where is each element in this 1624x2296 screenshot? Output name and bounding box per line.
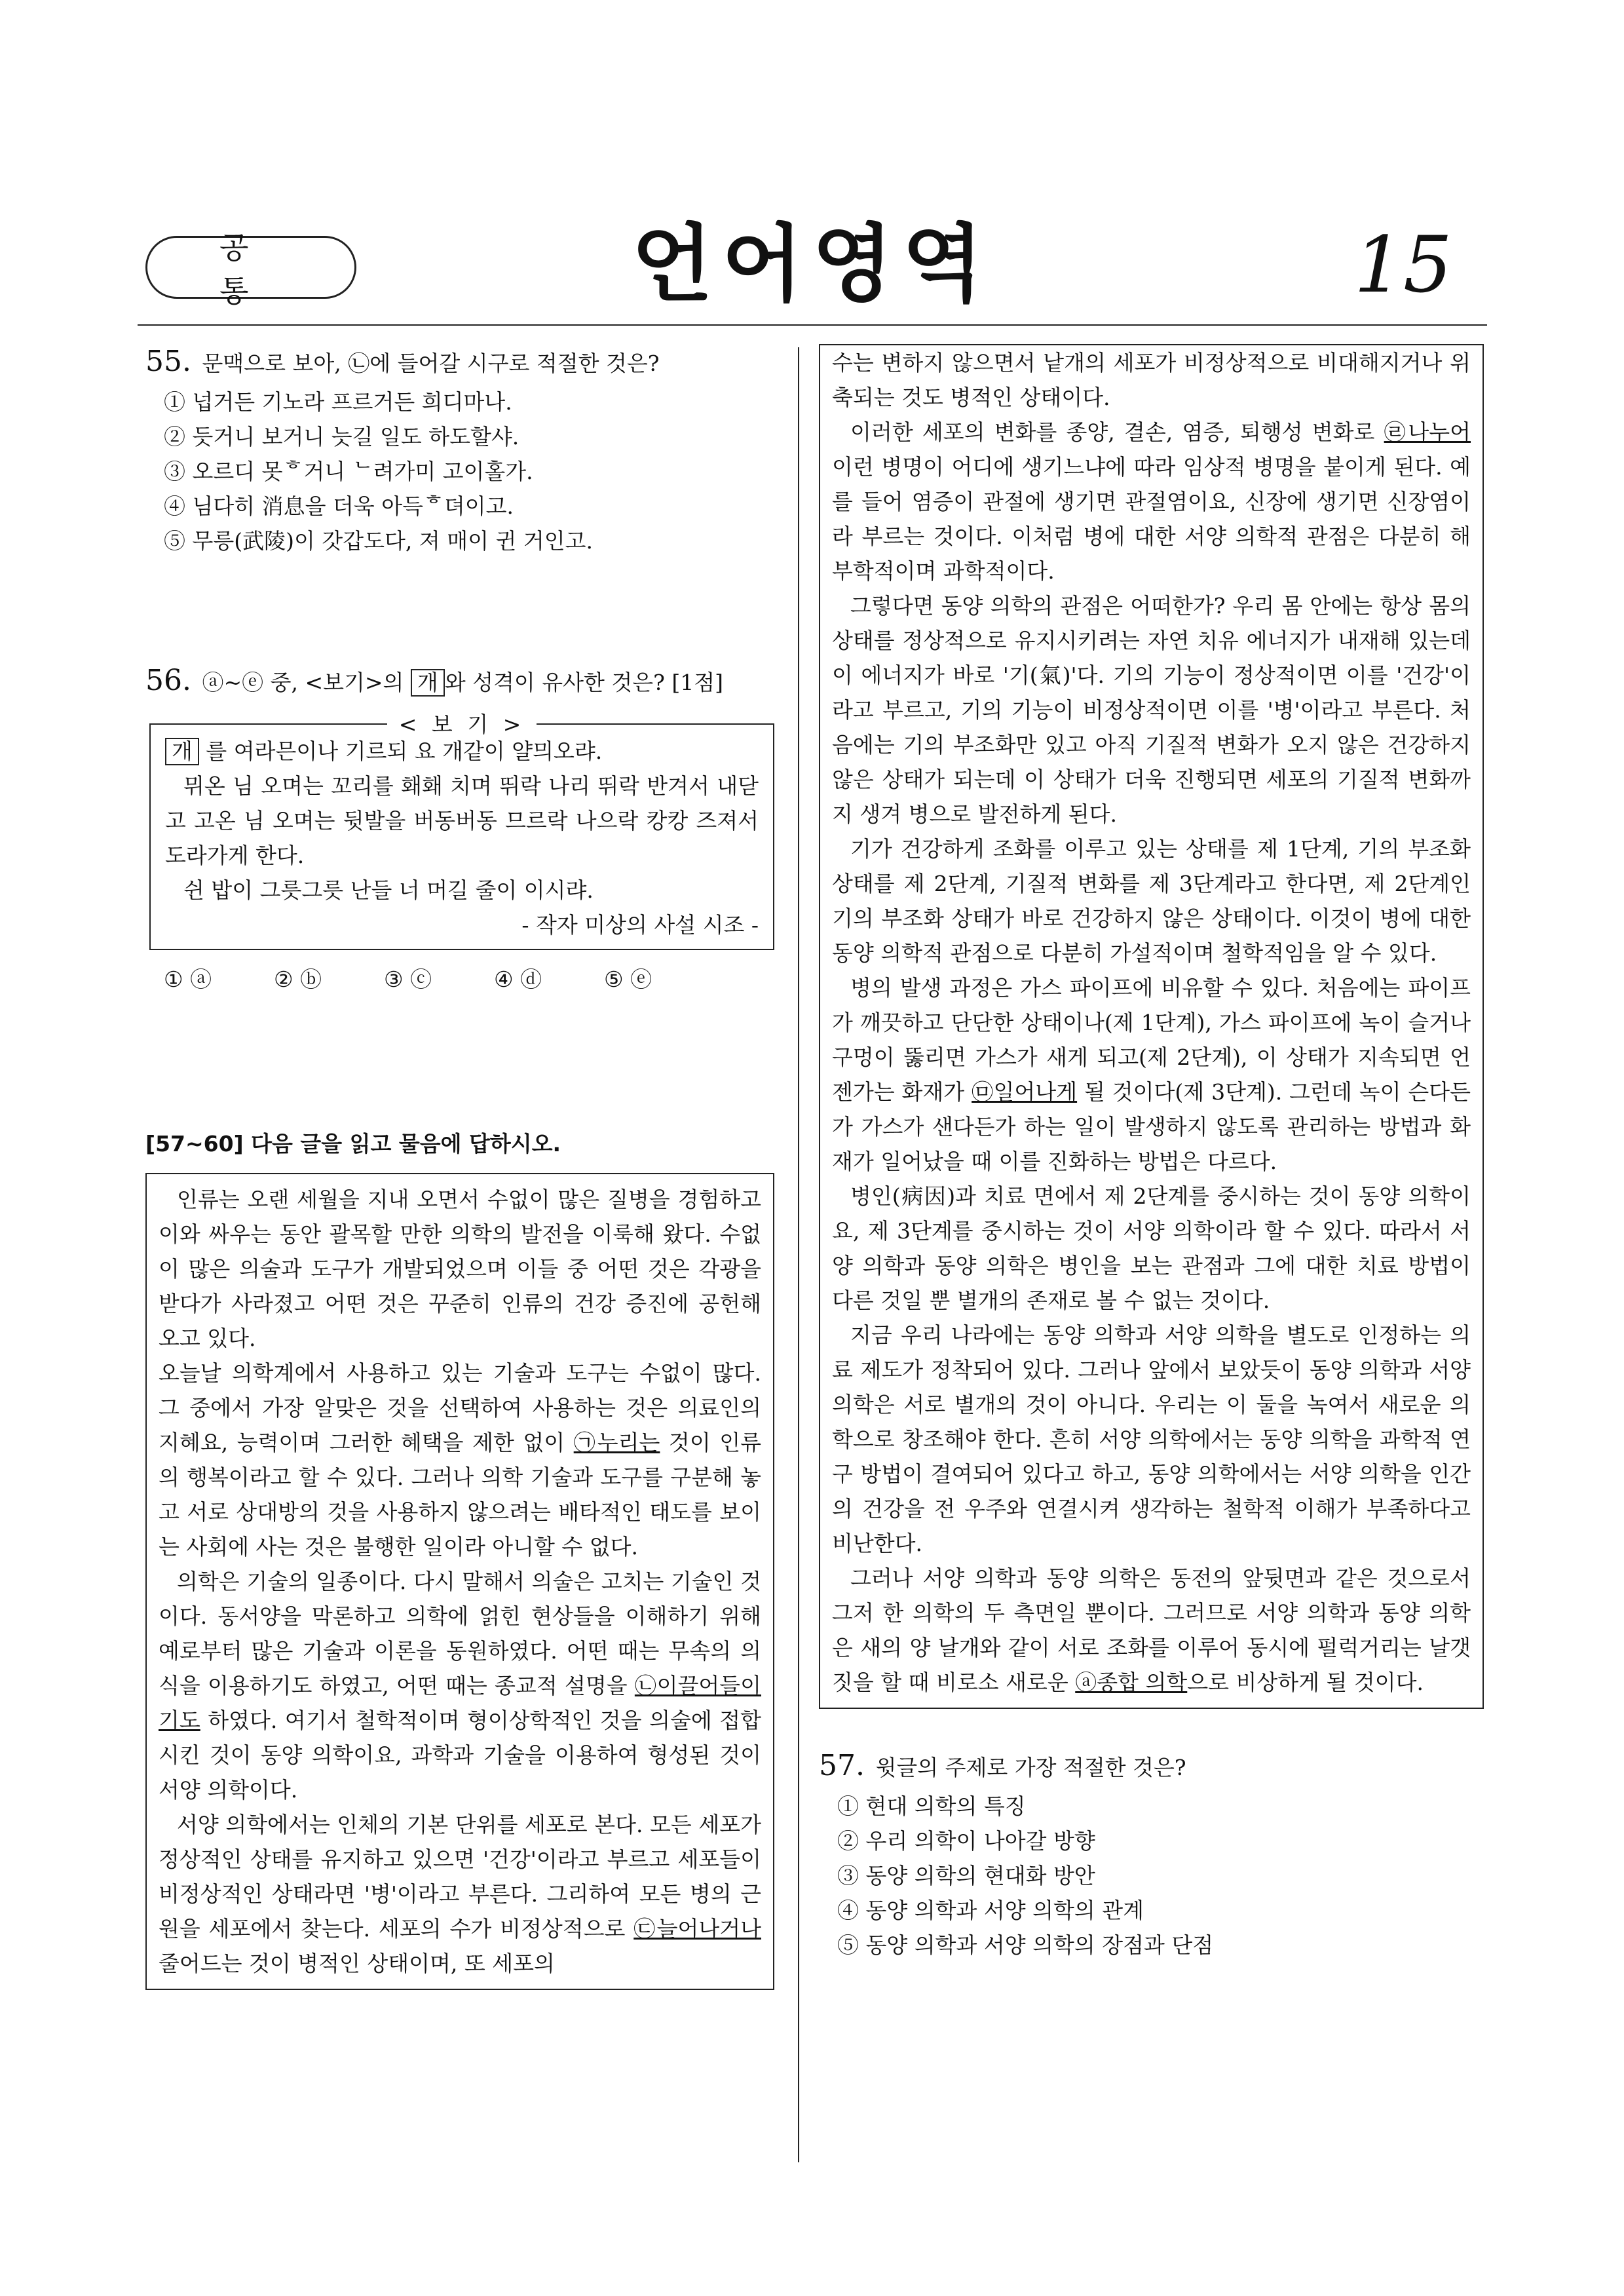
set-instruction: [57~60] 다음 글을 읽고 물음에 답하시오.	[145, 1131, 561, 1157]
answer-choices	[164, 962, 774, 997]
question-56-prompt	[145, 663, 774, 700]
passage-paragraph	[159, 1807, 761, 1981]
question-text-a: ⓐ~ⓔ 중, <보기>의	[202, 670, 404, 695]
question-number: 57.	[819, 1749, 865, 1782]
answer-option[interactable]: ① ⓐ	[164, 966, 212, 992]
question-number: 55.	[145, 345, 191, 378]
underlined-term: ㉠누리는	[573, 1430, 660, 1455]
question-55-prompt	[145, 344, 774, 381]
question-text: 문맥으로 보아, ㉡에 들어갈 시구로 적절한 것은?	[202, 351, 660, 376]
passage-text: 것이 인류의 행복이라고 할 수 있다. 그러나 의학 기술과 도구를 구분해 놓고 서로 상대방의 것을 사용하지 않으려는 배타적인 태도를 보이는 사회에 사는 것은 불행한 일이라 아니할 수 없다.	[159, 1430, 761, 1559]
passage-text: 이러한 세포의 변화를 종양, 결손, 염증, 퇴행성 변화로	[850, 419, 1384, 445]
bogi-paragraph-2: 뮈온 님 오며는 꼬리를 홰홰 치며 뛰락 나리 뛰락 반겨서 내닫고 고온 님 오며는 뒷발을 버동버동 므르락 나으락 캉캉 즈져서 도라가게 한다.	[165, 773, 759, 868]
passage-paragraph: 병인(病因)과 치료 면에서 제 2단계를 중시하는 것이 동양 의학이요, 제 3단계를 중시하는 것이 서양 의학이라 할 수 있다. 따라서 서양 의학과 동양 의학은 병인을 보는 관점과 그에 대한 치료 방법이 다른 것일 뿐 별개의 존재로 볼 수 없는 것이다.	[832, 1183, 1471, 1313]
answer-option[interactable]: ① 넙거든 기노라 프르거든 희디마나.	[164, 389, 512, 415]
passage-paragraph: 기가 건강하게 조화를 이루고 있는 상태를 제 1단계, 기의 부조화 상태를 제 2단계, 기질적 변화를 제 3단계라고 한다면, 제 2단계인 기의 부조화 상태가 바로 건강하지 않은 상태이다. 이것이 병에 대한 동양 의학적 관점으로 다분히 가설적이며 철학적임을 알 수 있다.	[832, 836, 1471, 966]
reading-passage-continued	[819, 344, 1484, 1709]
answer-option[interactable]: ⑤ 동양 의학과 서양 의학의 장점과 단점	[837, 1932, 1214, 1958]
bogi-paragraph-3: 쉰 밥이 그릇그릇 난들 너 머길 줄이 이시랴.	[183, 877, 594, 903]
passage-text: 하였다. 여기서 철학적이며 형이상학적인 것을 의술에 접합시킨 것이 동양 의학이요, 과학과 기술을 이용하여 형성된 것이 서양 의학이다.	[159, 1708, 761, 1803]
page-title: 언어영역	[632, 216, 992, 313]
passage-text: 병의 발생 과정은 가스 파이프에 비유할 수 있다. 처음에는 파이프가 깨끗하고 단단한 상태이나(제 1단계), 가스 파이프에 녹이 슬거나 구멍이 뚫리면 가스가 새게 되고(제 2단계), 이 상태가 지속되면 언젠가는 화재가	[832, 975, 1471, 1105]
column-divider	[798, 347, 799, 2162]
question-text-b: 와 성격이 유사한 것은? [1점]	[444, 670, 723, 695]
header-divider	[138, 324, 1487, 326]
passage-text: 의학은 기술의 일종이다. 다시 말해서 의술은 고치는 기술인 것이다. 동서양을 막론하고 의학에 얽힌 현상들을 이해하기 위해 예로부터 많은 기술과 이론을 동원하였다. 어떤 때는 무속의 의식을 이용하기도 하였고, 어떤 때는 종교적 설명을	[159, 1569, 761, 1698]
question-number: 56.	[145, 664, 191, 697]
left-column	[145, 344, 774, 1990]
boxed-mark: 개	[165, 738, 199, 765]
answer-option[interactable]: ④ 동양 의학과 서양 의학의 관계	[837, 1898, 1144, 1923]
passage-paragraph: 수는 변하지 않으면서 낱개의 세포가 비정상적으로 비대해지거나 위축되는 것도 병적인 상태이다.	[832, 350, 1471, 410]
bogi-title: < 보 기 >	[387, 712, 537, 737]
question-56	[145, 663, 774, 997]
question-57-prompt	[819, 1748, 1484, 1785]
answer-option[interactable]: ③ 오르디 못ᄒ거니 ᄂ려가미 고이홀가.	[164, 459, 533, 484]
passage-text: 줄어드는 것이 병적인 상태이며, 또 세포의	[159, 1951, 555, 1976]
answer-option[interactable]: ④ ⓓ	[494, 966, 542, 992]
answer-option[interactable]: ③ 동양 의학의 현대화 방안	[837, 1863, 1095, 1888]
answer-option[interactable]: ② ⓑ	[274, 966, 322, 992]
underlined-term: ㉡이끌어들이기도	[159, 1673, 761, 1733]
question-text: 윗글의 주제로 가장 적절한 것은?	[875, 1755, 1186, 1780]
passage-paragraph	[159, 1564, 761, 1807]
passage-text: 오늘날 의학계에서 사용하고 있는 기술과 도구는 수없이 많다. 그 중에서 가장 알맞은 것을 선택하여 사용하는 것은 의료인의 지혜요, 능력이며 그러한 혜택을 제한 없이	[159, 1360, 761, 1455]
passage-paragraph	[832, 970, 1471, 1179]
passage-text: 으로 비상하게 될 것이다.	[1187, 1670, 1424, 1695]
passage-text: 서양 의학에서는 인체의 기본 단위를 세포로 본다. 모든 세포가 정상적인 상태를 유지하고 있으면 '건강'이라고 부르고 세포들이 비정상적인 상태라면 '병'이라고 부른다. 그리하여 모든 병의 근원을 세포에서 찾는다. 세포의 수가 비정상적으로	[159, 1812, 761, 1942]
question-55	[145, 344, 774, 558]
underlined-term: ⓐ종합 의학	[1075, 1670, 1188, 1695]
passage-paragraph	[832, 415, 1471, 588]
answer-option[interactable]: ② 듯거니 보거니 늣길 일도 하도할샤.	[164, 424, 519, 450]
underlined-term: ㉤일어나게	[972, 1079, 1078, 1105]
passage-paragraph	[159, 1356, 761, 1564]
answer-option[interactable]: ① 현대 의학의 특징	[837, 1793, 1026, 1819]
passage-text: 그러나 서양 의학과 동양 의학은 동전의 앞뒷면과 같은 것으로서 그저 한 의학의 두 측면일 뿐이다. 그러므로 서양 의학과 동양 의학은 새의 양 날개와 같이 서로 조화를 이루어 동시에 펄럭거리는 날갯짓을 할 때 비로소 새로운	[832, 1565, 1471, 1695]
passage-text: 될 것이다(제 3단계). 그런데 녹이 슨다든가 가스가 샌다든가 하는 일이 발생하지 않도록 관리하는 방법과 화재가 일어났을 때 이를 진화하는 방법은 다르다.	[832, 1079, 1471, 1174]
answer-option[interactable]: ③ ⓒ	[384, 966, 432, 992]
subject-tag: 공 통	[145, 236, 356, 299]
passage-paragraph: 인류는 오랜 세월을 지내 오면서 수없이 많은 질병을 경험하고 이와 싸우는 동안 괄목할 만한 의학의 발전을 이룩해 왔다. 수없이 많은 의술과 도구가 개발되었으며 이들 중 어떤 것은 각광을 받다가 사라졌고 어떤 것은 꾸준히 인류의 건강 증진에 공헌해 오고 있다.	[159, 1187, 761, 1351]
answer-option[interactable]: ⑤ ⓔ	[604, 966, 652, 992]
page-number: 15	[1353, 220, 1452, 310]
passage-paragraph	[832, 1561, 1471, 1700]
underlined-term: ㉢늘어나거나	[633, 1916, 761, 1942]
right-column	[819, 344, 1484, 1962]
question-57	[819, 1748, 1484, 1962]
passage-text: 이런 병명이 어디에 생기느냐에 따라 임상적 병명을 붙이게 된다. 예를 들어 염증이 관절에 생기면 관절염이요, 신장에 생기면 신장염이라 부르는 것이다. 이처럼 병에 대한 서양 의학적 관점은 다분히 해부학적이며 과학적이다.	[832, 454, 1471, 584]
underlined-term: ㉣나누어	[1384, 419, 1471, 445]
answer-option[interactable]: ④ 님다히 消息을 더욱 아득ᄒ뎌이고.	[164, 493, 514, 519]
reading-passage	[145, 1173, 774, 1990]
bogi-box	[149, 712, 774, 950]
passage-paragraph: 지금 우리 나라에는 동양 의학과 서양 의학을 별도로 인정하는 의료 제도가 정착되어 있다. 그러나 앞에서 보았듯이 동양 의학과 서양 의학은 서로 별개의 것이 아니다. 우리는 이 둘을 녹여서 새로운 의학으로 창조해야 한다. 흔히 서양 의학에서는 동양 의학을 과학적 연구 방법이 결여되어 있다고 하고, 동양 의학에서는 서양 의학을 인간의 건강을 전 우주와 연결시켜 생각하는 철학적 이해가 부족하다고 비난한다.	[832, 1322, 1471, 1556]
answer-option[interactable]: ② 우리 의학이 나아갈 방향	[837, 1828, 1095, 1854]
passage-paragraph: 그렇다면 동양 의학의 관점은 어떠한가? 우리 몸 안에는 항상 몸의 상태를 정상적으로 유지시키려는 자연 치유 에너지가 내재해 있는데 이 에너지가 바로 '기(氣)'다. 기의 기능이 정상적이면 이를 '건강'이라고 부르고, 기의 기능이 비정상적이면 이를 '병'이라고 부른다. 처음에는 기의 부조화만 있고 아직 기질적 변화가 오지 않은 건강하지 않은 상태가 되는데 이 상태가 더욱 진행되면 세포의 기질적 변화까지 생겨 병으로 발전하게 된다.	[832, 593, 1471, 827]
answer-option[interactable]: ⑤ 무릉(武陵)이 갓갑도다, 져 매이 귄 거인고.	[164, 528, 593, 554]
bogi-text: 를 여라믄이나 기르되 요 개같이 얄믜오랴.	[206, 738, 603, 764]
boxed-mark: 개	[411, 669, 445, 697]
bogi-source: - 작자 미상의 사설 시조 -	[521, 912, 759, 938]
